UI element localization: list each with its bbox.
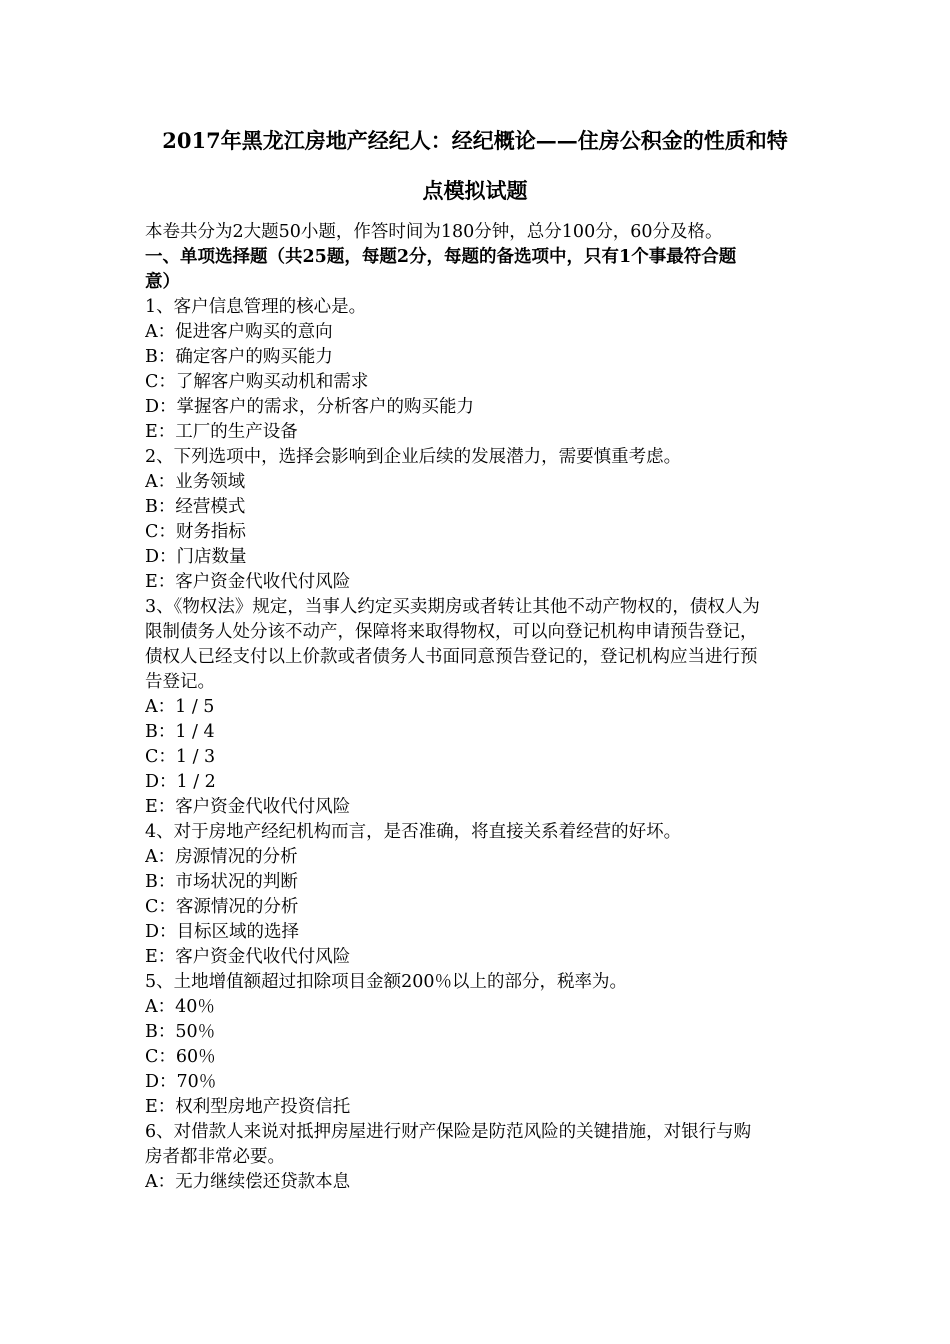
question-6 xyxy=(145,1120,813,1195)
option-d: D：目标区域的选择 xyxy=(145,922,300,942)
question-text-line-2: 房者都非常必要。 xyxy=(145,1147,285,1167)
option-b: B：50％ xyxy=(145,1022,216,1042)
question-text-line-4: 告登记。 xyxy=(145,672,215,692)
option-b: B：确定客户的购买能力 xyxy=(145,347,333,367)
question-text-line-2: 限制债务人处分该不动产，保障将来取得物权，可以向登记机构申请预告登记， xyxy=(145,622,758,642)
option-b: B：1 / 4 xyxy=(145,722,215,742)
option-e: E：客户资金代收代付风险 xyxy=(145,797,351,817)
document-body xyxy=(145,220,813,1195)
option-c: C：1 / 3 xyxy=(145,747,216,767)
question-3 xyxy=(145,595,813,820)
option-d: D：掌握客户的需求，分析客户的购买能力 xyxy=(145,397,475,417)
option-c: C：60％ xyxy=(145,1047,216,1067)
section-heading-line-1: 一、单项选择题（共25题，每题2分，每题的备选项中，只有1个事最符合题 xyxy=(145,247,737,267)
question-text-line-1: 6、对借款人来说对抵押房屋进行财产保险是防范风险的关键措施，对银行与购 xyxy=(145,1122,752,1142)
question-text-line-1: 3、《物权法》规定，当事人约定买卖期房或者转让其他不动产物权的，债权人为 xyxy=(145,597,760,617)
option-b: B：经营模式 xyxy=(145,497,246,517)
option-a: A：房源情况的分析 xyxy=(145,847,298,867)
option-a: A：无力继续偿还贷款本息 xyxy=(145,1172,351,1192)
question-text: 1、客户信息管理的核心是。 xyxy=(145,297,367,317)
option-c: C：客源情况的分析 xyxy=(145,897,299,917)
option-a: A：促进客户购买的意向 xyxy=(145,322,333,342)
option-e: E：权利型房地产投资信托 xyxy=(145,1097,351,1117)
exam-intro: 本卷共分为2大题50小题，作答时间为180分钟，总分100分，60分及格。 xyxy=(145,222,723,242)
question-text: 5、土地增值额超过扣除项目金额200％以上的部分，税率为。 xyxy=(145,972,628,992)
question-text: 4、对于房地产经纪机构而言，是否准确，将直接关系着经营的好坏。 xyxy=(145,822,682,842)
question-text-line-3: 债权人已经支付以上价款或者债务人书面同意预告登记的，登记机构应当进行预 xyxy=(145,647,758,667)
option-b: B：市场状况的判断 xyxy=(145,872,298,892)
question-text: 2、下列选项中，选择会影响到企业后续的发展潜力，需要慎重考虑。 xyxy=(145,447,682,467)
option-d: D：1 / 2 xyxy=(145,772,216,792)
option-a: A：40％ xyxy=(145,997,215,1017)
question-1 xyxy=(145,295,813,445)
option-d: D：70％ xyxy=(145,1072,217,1092)
document-title-line-2: 点模拟试题 xyxy=(422,178,528,203)
option-e: E：客户资金代收代付风险 xyxy=(145,947,351,967)
question-2 xyxy=(145,445,813,595)
question-5 xyxy=(145,970,813,1120)
question-4 xyxy=(145,820,813,970)
option-a: A：业务领域 xyxy=(145,472,246,492)
option-e: E：客户资金代收代付风险 xyxy=(145,572,351,592)
option-c: C：了解客户购买动机和需求 xyxy=(145,372,369,392)
option-c: C：财务指标 xyxy=(145,522,246,542)
document-title-line-1: 2017年黑龙江房地产经纪人：经纪概论——住房公积金的性质和特 xyxy=(162,128,788,153)
option-e: E：工厂的生产设备 xyxy=(145,422,298,442)
section-heading-line-2: 意） xyxy=(145,272,180,292)
option-d: D：门店数量 xyxy=(145,547,247,567)
option-a: A：1 / 5 xyxy=(145,697,215,717)
